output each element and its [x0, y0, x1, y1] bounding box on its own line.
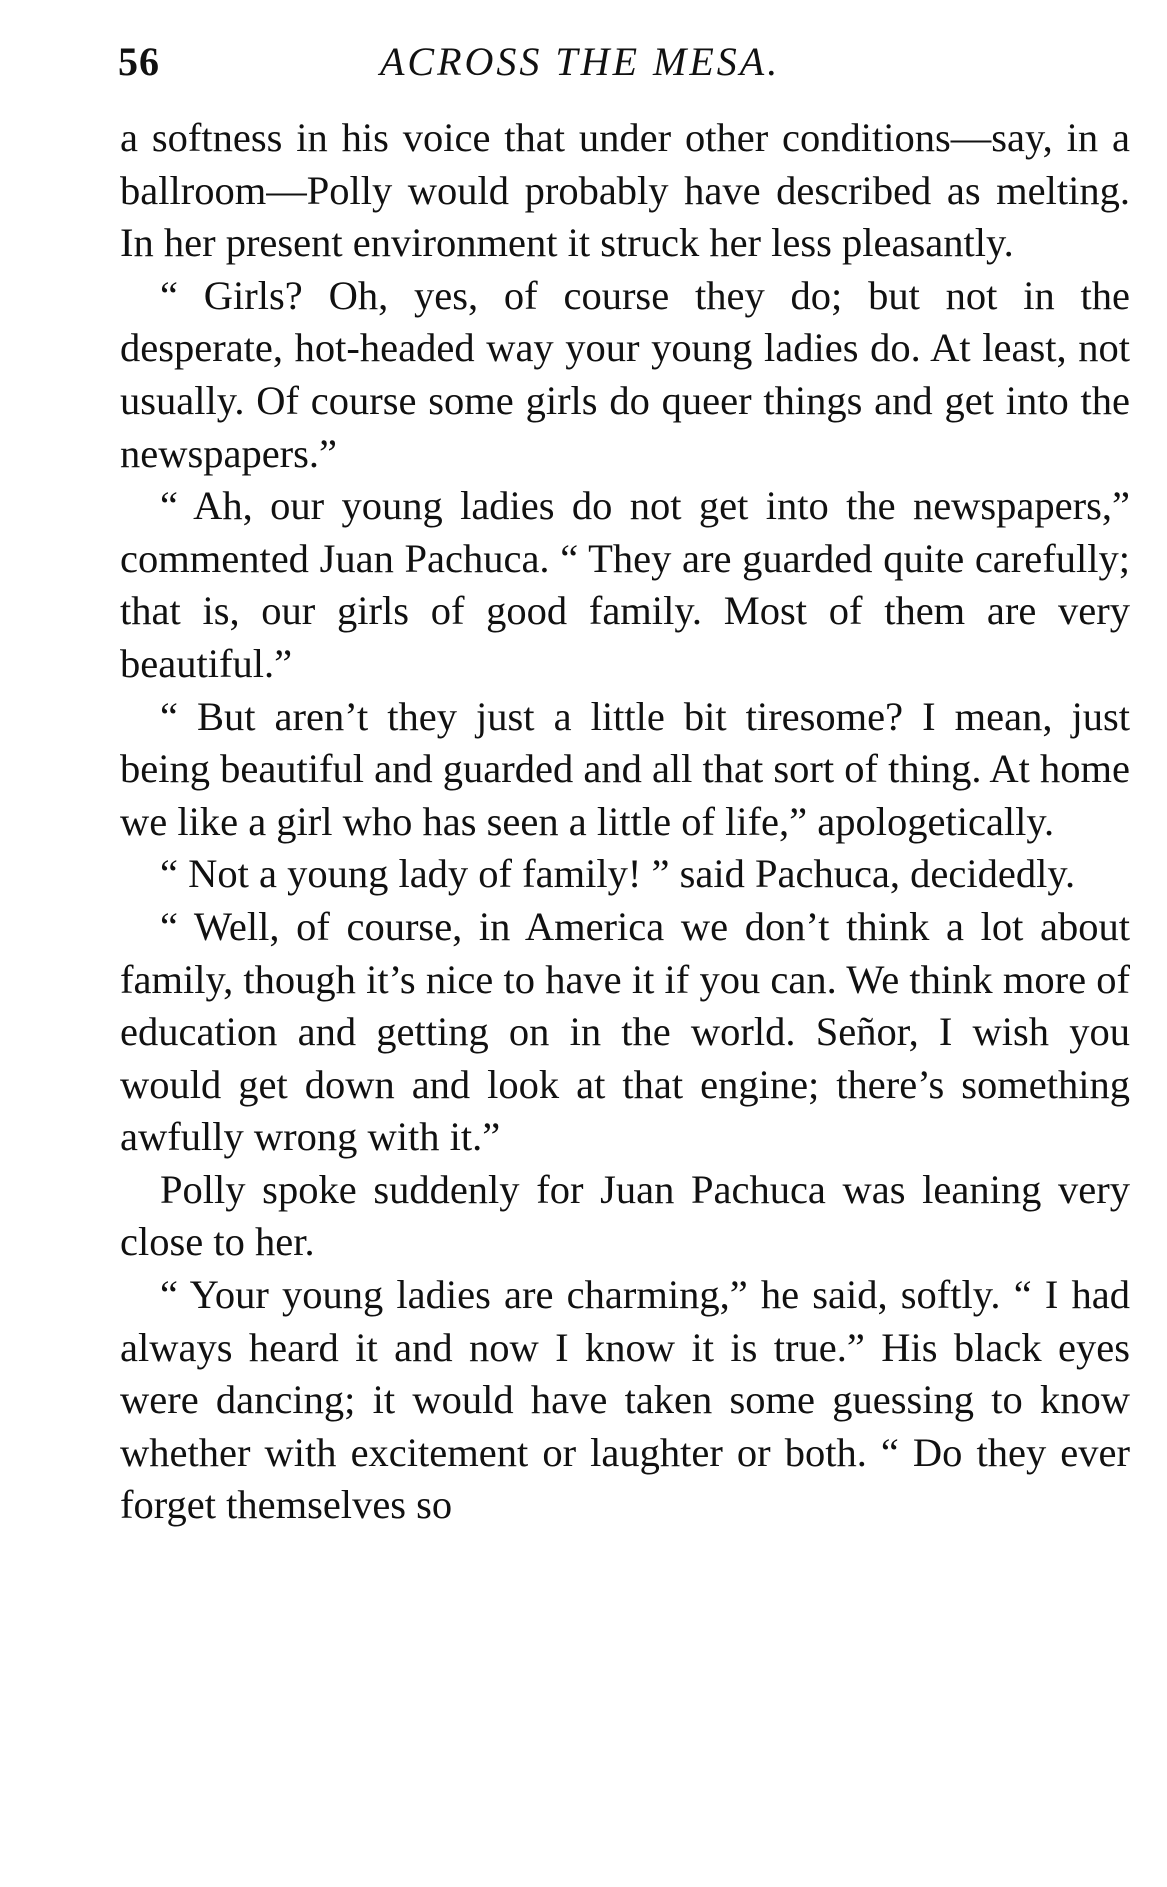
paragraph: “ Not a young lady of family! ” said Pachuca, decidedly. [160, 851, 1076, 897]
paragraph: “ But aren’t they just a little bit tiresome? I mean, just being beautiful and guarded and all that sort of thing. At home we like a girl who has seen a little of life,” apologetically. [120, 693, 1131, 844]
body-text [120, 112, 1130, 1532]
paragraph-continued: a softness in his voice that under other conditions—say, in a ballroom—Polly would probably have described as melting. In her present environment it struck her less pleasantly. [120, 115, 1130, 266]
page-number: 56 [118, 39, 160, 84]
paragraph: “ Well, of course, in America we don’t think a lot about family, though it’s nice to have it if you can. We think more of education and getting on in the world. Señor, I wish you would get down and look at that engine; there’s something awfully wrong with it.” [120, 903, 1130, 1160]
paragraph: “ Girls? Oh, yes, of course they do; but not in the desperate, hot-headed way your young ladies do. At least, not usually. Of course some girls do queer things and get into the newspapers.” [120, 272, 1130, 476]
running-title: ACROSS THE MESA. [380, 39, 781, 84]
paragraph: Polly spoke suddenly for Juan Pachuca was leaning very close to her. [120, 1166, 1130, 1265]
running-head [118, 38, 1128, 94]
paragraph: “ Your young ladies are charming,” he said, softly. “ I had always heard it and now I know it is true.” His black eyes were dancing; it would have taken some guessing to know whether with excitement or laughter or both. “ Do they ever forget themselves so [120, 1272, 1130, 1528]
paragraph: “ Ah, our young ladies do not get into the newspapers,” commented Juan Pachuca. “ They are guarded quite carefully; that is, our girls of good family. Most of them are very beautiful.” [120, 483, 1130, 686]
